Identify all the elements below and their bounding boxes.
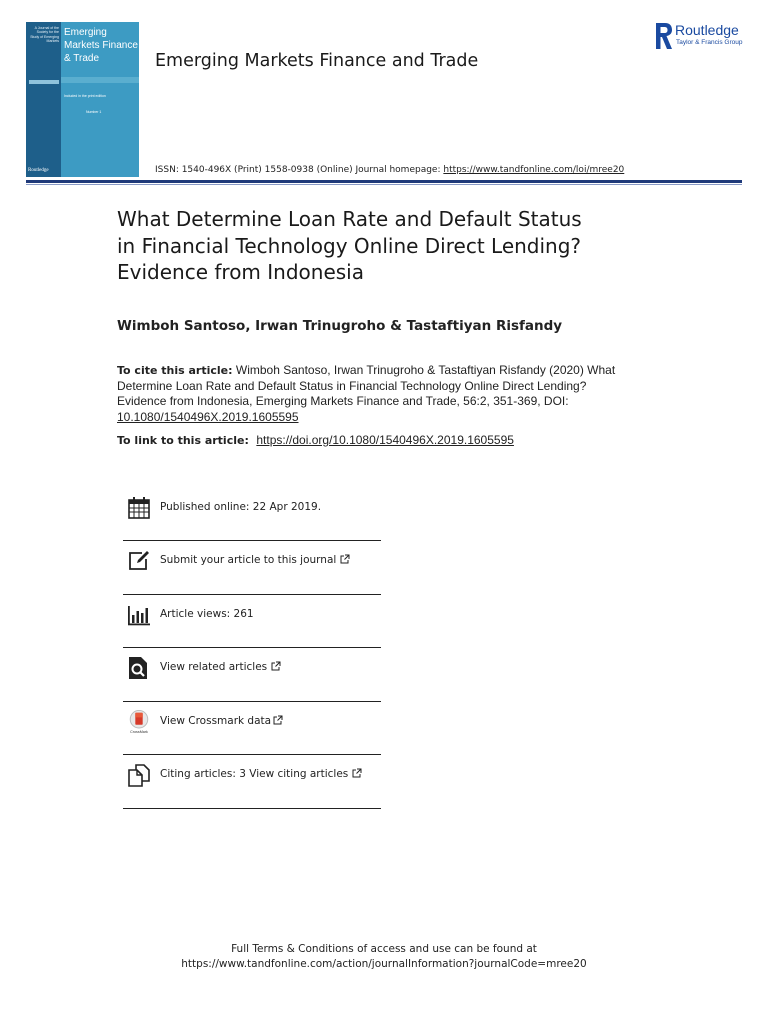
related-articles-label: View related articles (160, 661, 268, 674)
crossmark-icon (127, 710, 151, 734)
article-doi-url[interactable]: https://doi.org/10.1080/1540496X.2019.1605595 (256, 433, 514, 447)
external-link-icon (340, 554, 350, 564)
article-title-line: What Determine Loan Rate and Default Status (117, 207, 582, 231)
cite-text: Wimboh Santoso, Irwan Trinugroho & Tastaftiyan Risfandy (2020) What Determine Loan Rate and Default Status in Financial Technology Online Direct Lending? Evidence from Indonesia, Emerging Markets Finance and Trade, 56:2, 351-369, DOI: (117, 363, 616, 408)
submit-article-item[interactable] (123, 541, 381, 595)
link-label: To link to this article: (117, 434, 249, 447)
article-views-item (123, 595, 381, 649)
cover-stripe (61, 77, 139, 83)
documents-icon (127, 763, 151, 787)
external-link-icon (352, 768, 362, 778)
routledge-name: Routledge (675, 22, 739, 38)
header-divider (26, 180, 742, 183)
crossmark-item[interactable] (123, 702, 381, 756)
submit-article-link[interactable] (160, 554, 350, 566)
related-articles-link[interactable] (160, 661, 281, 673)
citing-articles-link[interactable] (160, 768, 362, 780)
routledge-logo[interactable] (654, 22, 754, 50)
routledge-r-icon (654, 22, 674, 50)
external-link-icon (273, 715, 283, 725)
terms-url[interactable]: https://www.tandfonline.com/action/journalInformation?journalCode=mree20 (181, 958, 587, 970)
external-link-icon (271, 661, 281, 671)
cover-title: Emerging Markets Finance & Trade (64, 27, 138, 64)
citing-articles-item[interactable] (123, 755, 381, 809)
bar-chart-icon (127, 603, 151, 627)
routledge-subtitle: Taylor & Francis Group (676, 39, 743, 46)
search-document-icon (127, 656, 151, 680)
cite-doi-link[interactable]: 10.1080/1540496X.2019.1605595 (117, 409, 299, 424)
article-title (117, 206, 677, 286)
calendar-icon (127, 496, 151, 520)
terms-line: Full Terms & Conditions of access and use can be found at (231, 943, 537, 955)
terms-footer (0, 942, 768, 972)
edit-icon (127, 549, 151, 573)
journal-title: Emerging Markets Finance and Trade (155, 51, 479, 71)
crossmark-label: View Crossmark data (160, 714, 272, 727)
cover-left-panel (26, 22, 61, 177)
issn-text: ISSN: 1540-496X (Print) 1558-0938 (Online) Journal homepage: (155, 165, 444, 175)
issn-line (155, 165, 624, 175)
cover-volume-bar (29, 80, 59, 84)
cover-number: Number 1 (86, 110, 102, 114)
header-divider-thin (26, 184, 742, 185)
cover-publisher: Routledge (28, 168, 49, 173)
published-online-text: Published online: 22 Apr 2019. (160, 501, 322, 513)
citing-articles-label: Citing articles: 3 View citing articles (160, 768, 349, 781)
cover-blurb: A Journal of the Society for the Study of Emerging Markets (30, 26, 59, 44)
related-articles-item[interactable] (123, 648, 381, 702)
article-authors: Wimboh Santoso, Irwan Trinugroho & Tastaftiyan Risfandy (117, 318, 563, 334)
journal-homepage-link[interactable]: https://www.tandfonline.com/loi/mree20 (443, 165, 625, 175)
submit-article-label: Submit your article to this journal (160, 554, 337, 566)
article-title-line: in Financial Technology Online Direct Lending? (117, 233, 582, 258)
citation-block (117, 363, 627, 425)
article-info-list (123, 488, 381, 809)
published-online-item (123, 488, 381, 541)
crossmark-link[interactable] (160, 715, 283, 727)
crossmark-icon-label: CrossMark (130, 729, 148, 734)
article-views-text: Article views: 261 (160, 607, 254, 620)
article-title-line: Evidence from Indonesia (117, 260, 364, 284)
cover-note: Included in the print edition (64, 94, 106, 98)
journal-cover-image[interactable] (26, 22, 139, 177)
cite-label: To cite this article: (117, 364, 233, 377)
article-link-block (117, 433, 514, 447)
